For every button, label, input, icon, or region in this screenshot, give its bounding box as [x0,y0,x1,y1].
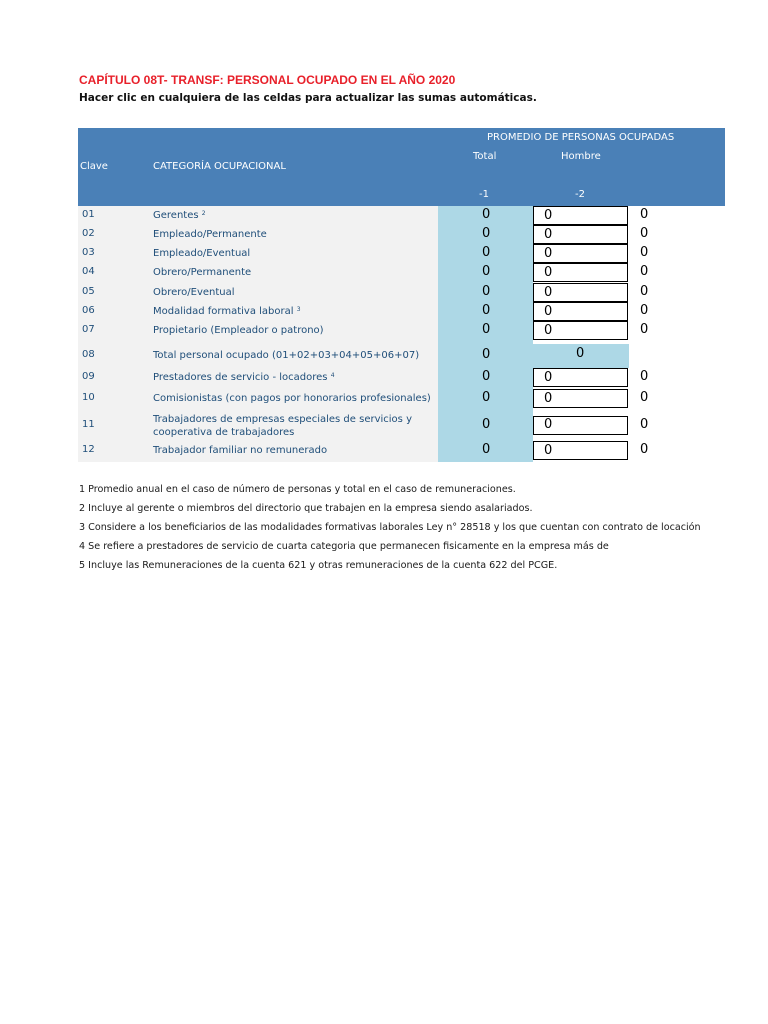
table-row [0,244,768,263]
row-clave: 07 [82,323,95,335]
hombre-input[interactable] [534,303,632,319]
table-header [78,128,725,206]
row-category: Obrero/Eventual [153,286,235,298]
row-category: Gerentes $^2$ [153,209,206,221]
table-row [0,263,768,282]
row-category: Trabajadores de empresas especiales de servicios y cooperativa de trabajadores [153,414,412,438]
table-row [0,283,768,302]
hombre-input-cell[interactable] [533,368,628,387]
row-category: Trabajador familiar no remunerado [153,444,328,456]
hombre-input-cell[interactable] [533,244,628,263]
table-row [0,413,768,438]
row-category: Modalidad formativa laboral $^3$ [153,305,301,317]
row-category: Empleado/Permanente [153,228,267,240]
page-title: CAPÍTULO 08T- TRANSF: PERSONAL OCUPADO EN EL AÑO 2020 [79,73,456,87]
hombre-input[interactable] [534,245,632,261]
hombre-input-cell[interactable] [533,389,628,408]
row-third-value: 0 [640,283,649,299]
header-total: Total [473,151,497,162]
row-total-value: 0 [482,441,491,457]
row-third-value: 0 [640,368,649,384]
row-category: Prestadores de servicio - locadores $^4$ [153,371,335,383]
row-clave: 08 [82,349,95,360]
footnote: 4 Se refiere a prestadores de servicio de cuarta categoria que permanecen fisicamente en la empresa más de [79,541,609,552]
row-total-value: 0 [482,244,491,260]
row-total-value: 0 [482,225,491,241]
header-categoria: CATEGORÍA OCUPACIONAL [153,161,286,172]
row-total-value: 0 [482,206,491,222]
table-row [0,321,768,340]
header-group-label: PROMEDIO DE PERSONAS OCUPADAS [487,132,675,143]
hombre-input-cell[interactable] [533,321,628,340]
table-row [0,225,768,244]
table-row [0,368,768,387]
row-clave: 02 [82,227,95,239]
hombre-input-cell[interactable] [533,263,628,282]
hombre-input-cell[interactable] [533,441,628,460]
header-total-number: -1 [479,189,489,200]
row-clave: 04 [82,265,95,277]
row-category: Obrero/Permanente [153,266,252,278]
page-subtitle: Hacer clic en cualquiera de las celdas para actualizar las sumas automáticas. [79,92,537,104]
table-row [0,302,768,321]
row-third-value: 0 [640,206,649,222]
hombre-input[interactable] [534,264,632,280]
row-hombre-total-value: 0 [576,346,585,361]
row-third-value: 0 [640,225,649,241]
row-clave: 11 [82,418,95,430]
footnote: 2 Incluye al gerente o miembros del directorio que trabajen en la empresa siendo asalariados. [79,503,533,514]
row-clave: 03 [82,246,95,258]
row-category: Empleado/Eventual [153,247,251,259]
table-row [0,389,768,408]
header-hombre: Hombre [561,151,601,162]
hombre-input[interactable] [534,322,632,338]
header-hombre-number: -2 [575,189,585,200]
row-clave: 01 [82,208,95,220]
hombre-input-cell[interactable] [533,206,628,225]
header-clave: Clave [80,161,108,172]
row-total-value: 0 [482,283,491,299]
row-total-value: 0 [482,302,491,318]
hombre-input[interactable] [534,284,632,300]
row-clave: 06 [82,304,95,316]
row-clave: 10 [82,391,95,403]
hombre-input[interactable] [534,369,632,385]
hombre-input[interactable] [534,417,632,433]
row-third-value: 0 [640,389,649,405]
row-total-value: 0 [482,389,491,405]
table-row [0,206,768,225]
row-third-value: 0 [640,263,649,279]
row-total-value: 0 [482,263,491,279]
hombre-input[interactable] [534,226,632,242]
row-total-value: 0 [482,416,491,432]
footnote-ref: 4 [330,371,335,379]
row-category: Comisionistas (con pagos por honorarios profesionales) [153,392,431,404]
row-third-value: 0 [640,321,649,337]
row-total-value: 0 [482,321,491,337]
footnote: 3 Considere a los beneficiarios de las modalidades formativas laborales Ley n° 28518 y los que cuentan con contrato de locación [79,522,701,533]
hombre-input-cell[interactable] [533,302,628,321]
footnote-ref: 2 [201,209,206,217]
footnote-ref: 3 [296,305,301,313]
footnote: 1 Promedio anual en el caso de número de personas y total en el caso de remuneraciones. [79,484,516,495]
hombre-input[interactable] [534,207,632,223]
footnote: 5 Incluye las Remuneraciones de la cuenta 621 y otras remuneraciones de la cuenta 622 del PCGE. [79,560,558,571]
row-third-value: 0 [640,244,649,260]
row-third-value: 0 [640,441,649,457]
row-total-value: 0 [482,347,491,362]
table-row [0,344,768,368]
row-clave: 09 [82,370,95,382]
hombre-input-cell[interactable] [533,225,628,244]
row-third-value: 0 [640,302,649,318]
row-third-value: 0 [640,416,649,432]
hombre-input[interactable] [534,442,632,458]
row-category: Propietario (Empleador o patrono) [153,324,324,336]
row-clave: 12 [82,443,95,455]
table-row [0,441,768,460]
hombre-input-cell[interactable] [533,283,628,302]
hombre-input[interactable] [534,390,632,406]
row-category: Total personal ocupado (01+02+03+04+05+06+07) [153,350,420,361]
row-clave: 05 [82,285,95,297]
hombre-input-cell[interactable] [533,416,628,435]
row-total-value: 0 [482,368,491,384]
